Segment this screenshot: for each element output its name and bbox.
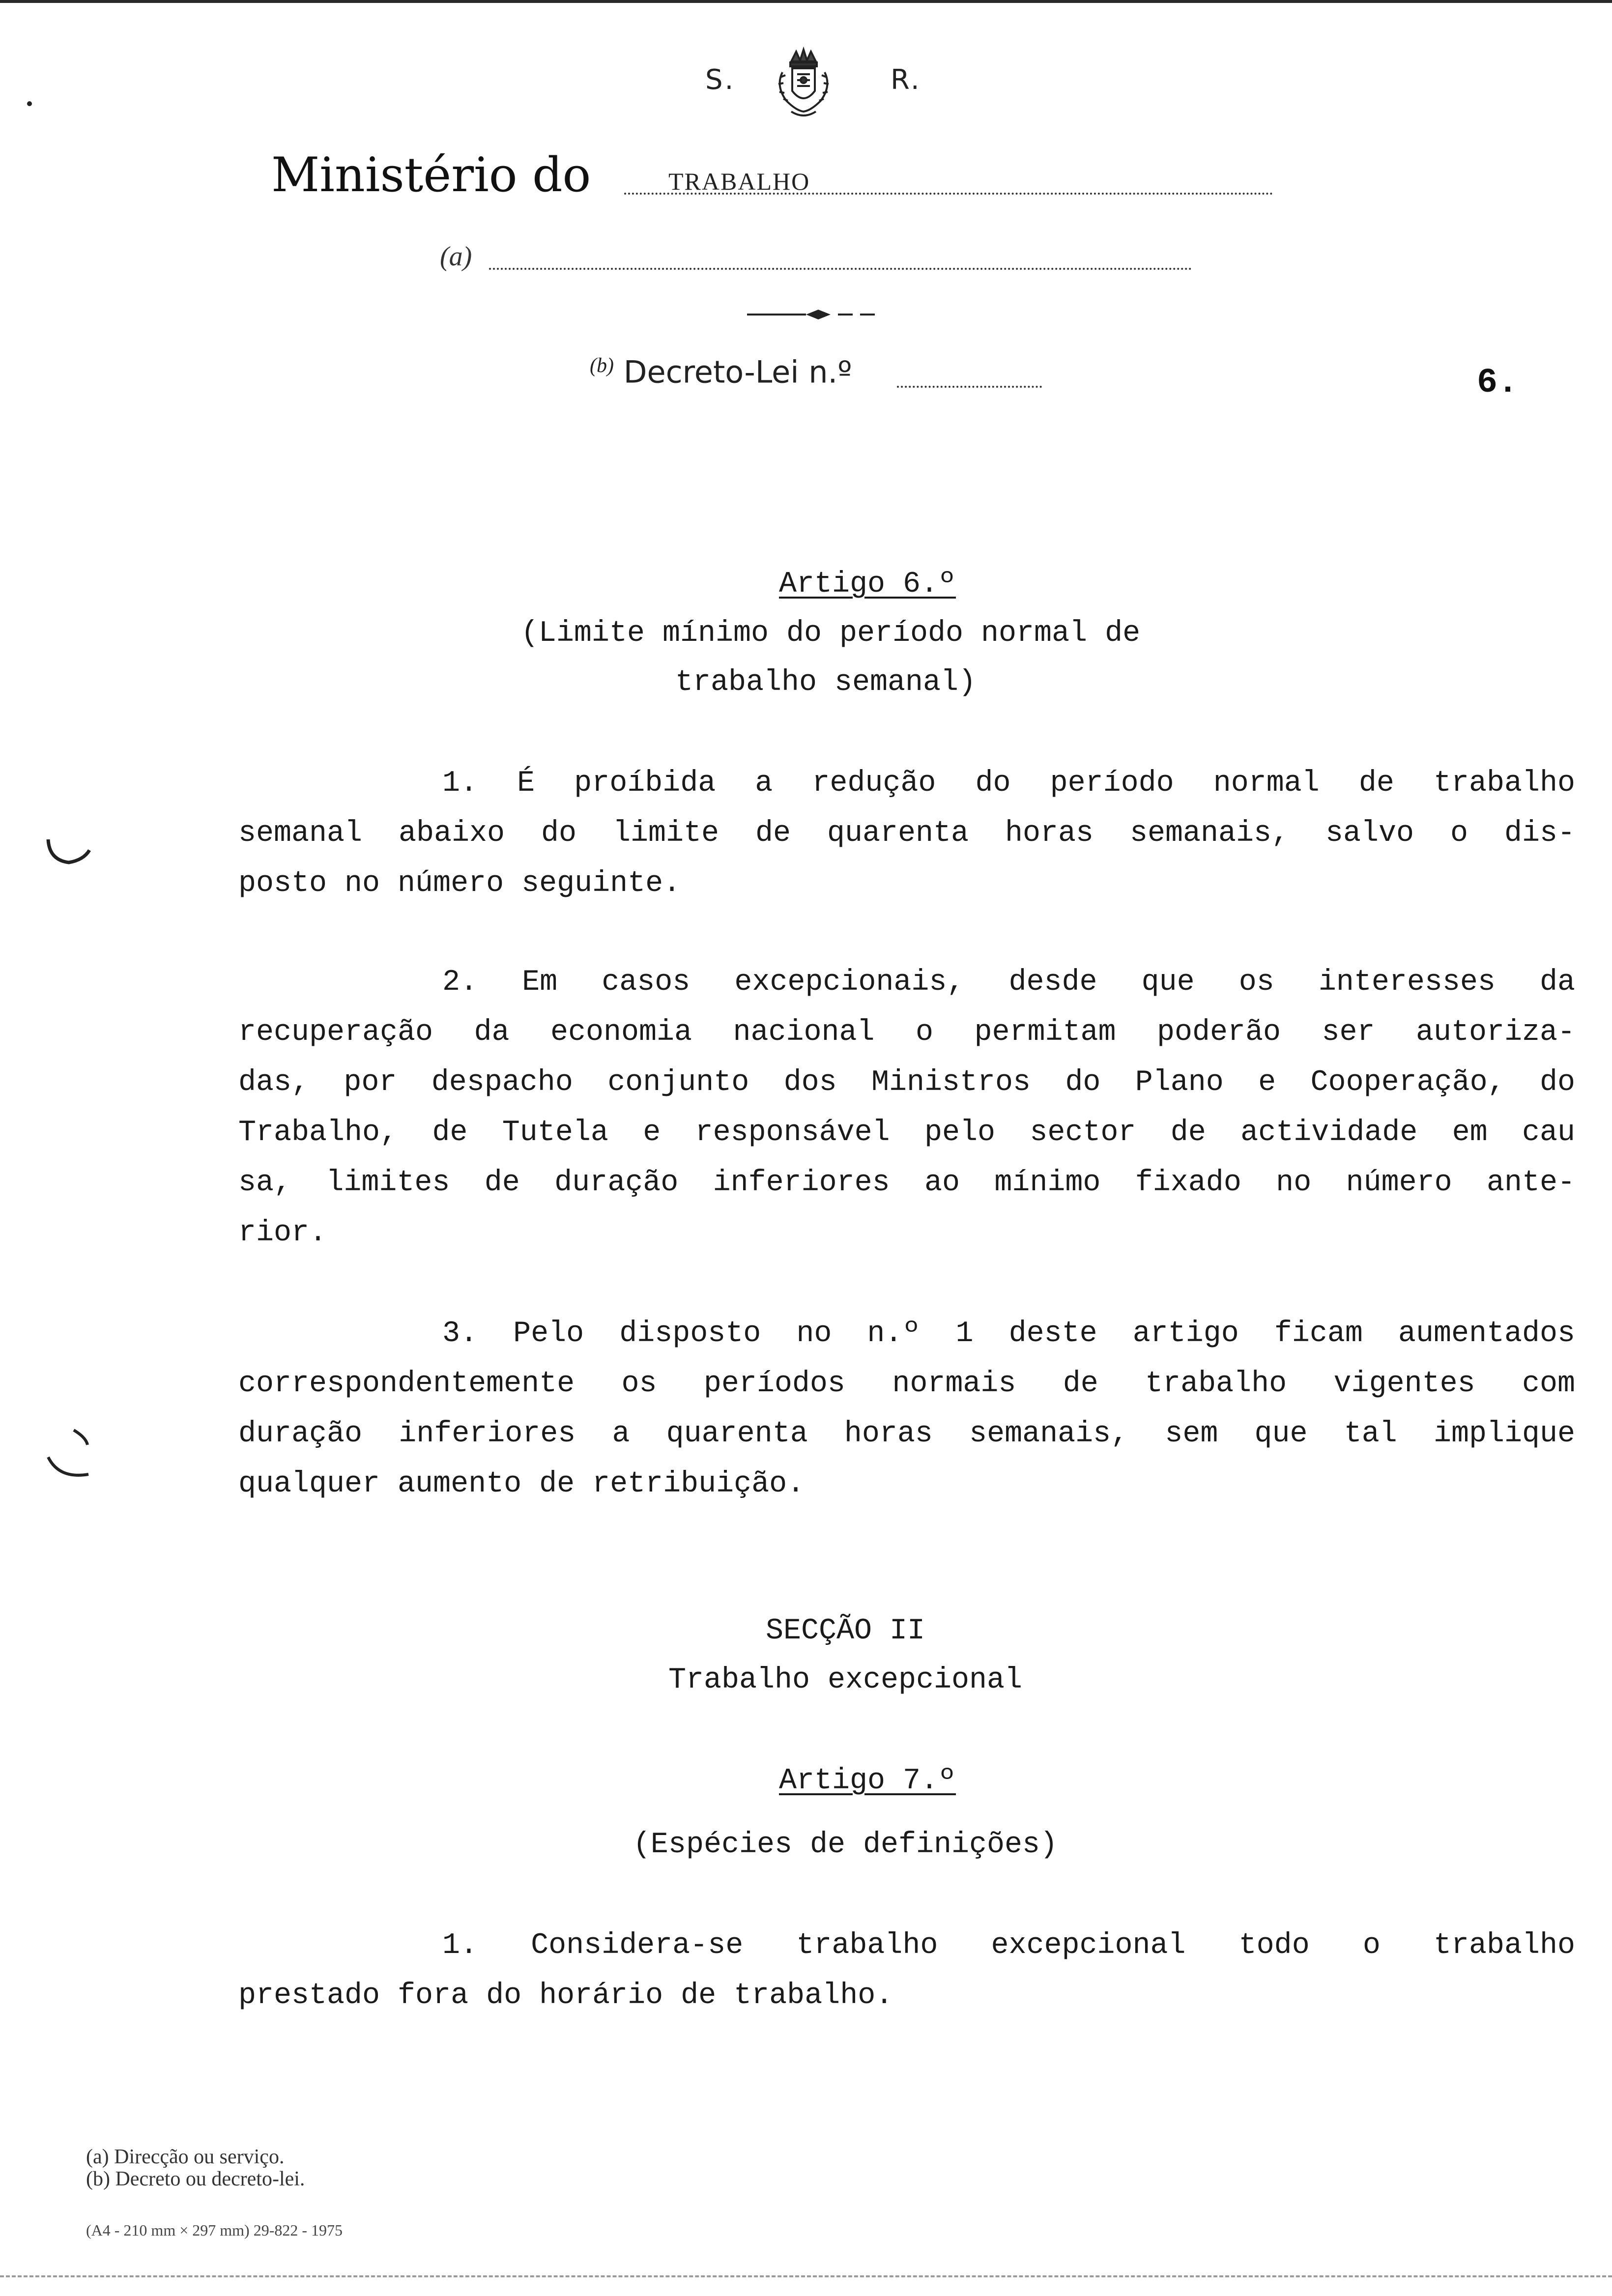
paragraph-line: semanal abaixo do limite de quarenta horas semanais, salvo o dis- — [238, 817, 1575, 850]
paragraph-line: 1. É proíbida a redução do período normal de trabalho — [442, 767, 1575, 800]
paragraph-line: rior. — [238, 1216, 327, 1250]
paragraph-line: 1. Considera-se trabalho excepcional todo o trabalho — [442, 1929, 1575, 1962]
form-code: (A4 - 210 mm × 297 mm) 29-822 - 1975 — [86, 2221, 343, 2239]
paragraph-line: sa, limites de duração inferiores ao mínimo fixado no número ante- — [238, 1166, 1575, 1200]
article-6-subtitle-line2: trabalho semanal) — [675, 666, 977, 699]
decree-marker: (b) — [590, 354, 614, 377]
paragraph-line: recuperação da economia nacional o permitam poderão ser autoriza- — [238, 1016, 1575, 1049]
decree-line — [590, 354, 852, 390]
ministry-value: TRABALHO — [668, 168, 810, 195]
binding-mark-icon — [44, 835, 98, 870]
footnote-a: (a) Direcção ou serviço. — [86, 2146, 285, 2168]
coat-of-arms-icon — [772, 47, 835, 120]
decree-dotted-line — [897, 386, 1042, 388]
paragraph-line: prestado fora do horário de trabalho. — [238, 1979, 893, 2012]
article-6-heading: Artigo 6.º — [778, 568, 956, 601]
paragraph-line: duração inferiores a quarenta horas semanais, sem que tal implique — [238, 1417, 1575, 1451]
binding-mark-icon — [44, 1425, 98, 1489]
paragraph-line: 3. Pelo disposto no n.º 1 deste artigo ficam aumentados — [442, 1317, 1575, 1350]
header-initial-right: R. — [891, 64, 921, 96]
paragraph-line: qualquer aumento de retribuição. — [238, 1467, 805, 1501]
footnote-b: (b) Decreto ou decreto-lei. — [86, 2168, 305, 2190]
section-2-subtitle: Trabalho excepcional — [668, 1664, 1023, 1697]
page-number: 6. — [1477, 364, 1519, 402]
article-7-heading: Artigo 7.º — [778, 1764, 956, 1798]
ministry-label: Ministério do — [271, 147, 591, 202]
article-6-subtitle-line1: (Limite mínimo do período normal de — [520, 617, 1141, 650]
section-2-heading: SECÇÃO II — [765, 1614, 925, 1648]
ministry-dotted-line — [624, 193, 1273, 195]
paragraph-line: Trabalho, de Tutela e responsável pelo sector de actividade em cau — [238, 1116, 1575, 1149]
header-initial-left: S. — [705, 64, 736, 96]
article-7-subtitle: (Espécies de definições) — [633, 1828, 1058, 1862]
bottom-dashed-edge — [0, 2275, 1612, 2277]
direction-marker: (a) — [440, 241, 472, 272]
ornamental-divider-icon — [747, 307, 890, 322]
decree-label: Decreto-Lei n.º — [623, 354, 852, 390]
direction-dotted-line — [489, 268, 1192, 270]
margin-dot-icon — [26, 98, 33, 109]
paragraph-line: das, por despacho conjunto dos Ministros do Plano e Cooperação, do — [238, 1066, 1575, 1099]
paragraph-line: 2. Em casos excepcionais, desde que os interesses da — [442, 966, 1575, 999]
top-border-rule — [0, 0, 1612, 3]
paragraph-line: correspondentemente os períodos normais de trabalho vigentes com — [238, 1367, 1575, 1401]
paragraph-line: posto no número seguinte. — [238, 867, 681, 900]
